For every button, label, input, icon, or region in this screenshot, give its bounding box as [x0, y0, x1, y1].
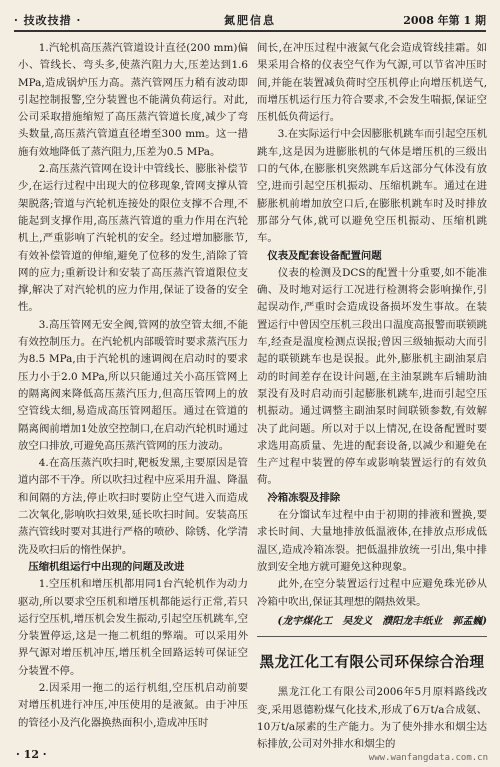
- page-header: [14, 8, 486, 32]
- paragraph: 3.在实际运行中会因膨胀机跳车而引起空压机跳车,这是因为进膨胀机的气体是增压机的三级出口的气体,在膨胀机突然跳车后这部分气体没有放空,进而引起空压机振动、压缩机跳车。通过在进膨胀机前增加放空口后,在膨胀机跳车时及时排放那部分气体,就可以避免空压机振动、压缩机跳车。: [257, 128, 487, 245]
- paragraph: 在分馏试车过程中由于初期的排液和置换,要求长时间、大量地排放低温液体,在排放点形成低温区,造成冷箱冻裂。把低温排放统一引出,集中排放到安全地方就可避免这种现象。: [257, 509, 487, 573]
- section-heading: 压缩机组运行中出现的问题及改进: [28, 560, 185, 573]
- article-title: 黑龙江化工有限公司环保综合治理: [259, 655, 485, 672]
- author-byline: (龙宇煤化工 吴发义 濮阳龙丰纸业 郭孟巍): [277, 615, 487, 627]
- left-column: [18, 40, 248, 732]
- journal-name: 氮肥信息: [224, 14, 276, 27]
- section-heading: 冷箱冻裂及排除: [267, 491, 341, 504]
- right-column-body: [257, 40, 487, 611]
- paragraph: 4.在高压蒸汽吹扫时,靶板发黑,主要原因是管道内部不干净。所以吹扫过程中应采用升温、降温和间隔的方法,停止吹扫时要防止空气进入而造成二次氧化,影响吹扫效果,延长吹扫时间。安装高压蒸汽管线时要对其进行严格的喷砂、除锈、化学清洗及吹扫后的惰性保护。: [18, 457, 248, 556]
- paragraph: 1.空压机和增压机都用同1台汽轮机作为动力驱动,所以要求空压机和增压机都能运行正常,若只运行空压机,增压机会发生振动,引起空压机跳车,空分装置停运,这是一拖二机组的弊端。可以采用外界气源对增压机冲压,增压机全回路运转可保证空分装置不停。: [18, 578, 248, 677]
- section-heading: 仪表及配套设备配置问题: [267, 249, 382, 262]
- paragraph: 仪表的检测及DCS的配置十分重要,如不能准确、及时地对运行工况进行检测将会影响操作,引起误动作,严重时会造成设备损坏发生事故。在装置运行中曾因空压机三段出口温度高报警而联锁跳车,经查是温度检测点误报;曾因三级轴振动大而引起的联锁跳车也是误报。此外,膨胀机主副油泵启动的时间差存在设计问题,在主油泵跳车后辅助油泵没有及时启动而引起膨胀机跳车,进而引起空压机振动。通过调整主副油泵时间联锁参数,有效解决了此问题。所以对于以上情况,在设备配置时要求选用高质量、先进的配套设备,以减少和避免在生产过程中装置的停车或影响装置运行的有效负荷。: [257, 266, 487, 487]
- paragraph: 间长,在冲压过程中液氮气化会造成管线挂霜。如果采用合格的仪表空气作为气源,可以节省冲压时间,并能在装置减负荷时空压机停止向增压机送气,而增压机运行压力符合要求,不会发生喘振,保证空压机低负荷运行。: [257, 42, 487, 124]
- paragraph: 2.因采用一拖二的运行机组,空压机启动前要对增压机进行冲压,冲压使用的是液氮。由于冲压的管径小及汽化器换热面积小,造成冲压时: [18, 681, 248, 729]
- right-column: [257, 40, 487, 754]
- paragraph: 3.高压管网无安全阀,管网的放空管太细,不能有效控制压力。在汽轮机内部暖管时要求蒸汽压力为8.5 MPa,由于汽轮机的速调阀在启动时的要求压力小于2.0 MPa,所以只能通过关小高压管网上的隔离阀来降低高压蒸汽压力,但高压管网上的放空管线太细,易造成高压管网超压。通过在管道的隔离阀前增加1处放空控制口,在启动汽轮机时通过放空口排放,可避免高压蒸汽管网的压力波动。: [18, 318, 248, 452]
- paragraph: 此外,在空分装置运行过程中应避免珠光砂从冷箱中吹出,保证其理想的隔热效果。: [257, 578, 487, 608]
- page-number: · 12 ·: [16, 748, 47, 761]
- issue-label: 2008 年第 1 期: [403, 14, 486, 27]
- article-paragraph: 黑龙江化工有限公司2006年5月原料路线改变,采用恩德粉煤气化技术,形成了6万t/a合成氨、10万t/a尿素的生产能力。为了使外排水和烟尘达标排放,公司对外排水和烟尘的: [257, 686, 487, 751]
- article-divider: [257, 636, 487, 637]
- paragraph: 1.汽轮机高压蒸汽管道设计直径(200 mm)偏小、管线长、弯头多,使蒸汽阻力大,压差达到1.6 MPa,造成锅炉压力高。蒸汽管网压力稍有波动即引起控制报警,空分装置也不能满负荷运行。对此,公司采取措施缩短了高压蒸汽管道长度,减少了弯头数量,高压蒸汽管道直径增至300 mm。这一措施有效地降低了蒸汽阻力,压差为0.5 MPa。: [18, 42, 248, 158]
- paragraph: 2.高压蒸汽管网在设计中管线长、膨胀补偿节少,在运行过程中出现大的位移现象,管网支撑从管架脱落;管道与汽轮机连接处的限位支撑不合理,不能起到支撑作用,高压蒸汽管道的重力作用在汽轮机上,严重影响了汽轮机的安全。经过增加膨胀节,有效补偿管道的伸缩,避免了位移的发生,消除了管网的应力;重新设计和安装了高压蒸汽管道限位支撑,解决了对汽轮机的应力作用,保证了设备的安全性。: [18, 163, 248, 314]
- watermark: www.wanfangdata.com.cn: [368, 753, 488, 763]
- section-tag: · 技改技措 ·: [14, 14, 82, 27]
